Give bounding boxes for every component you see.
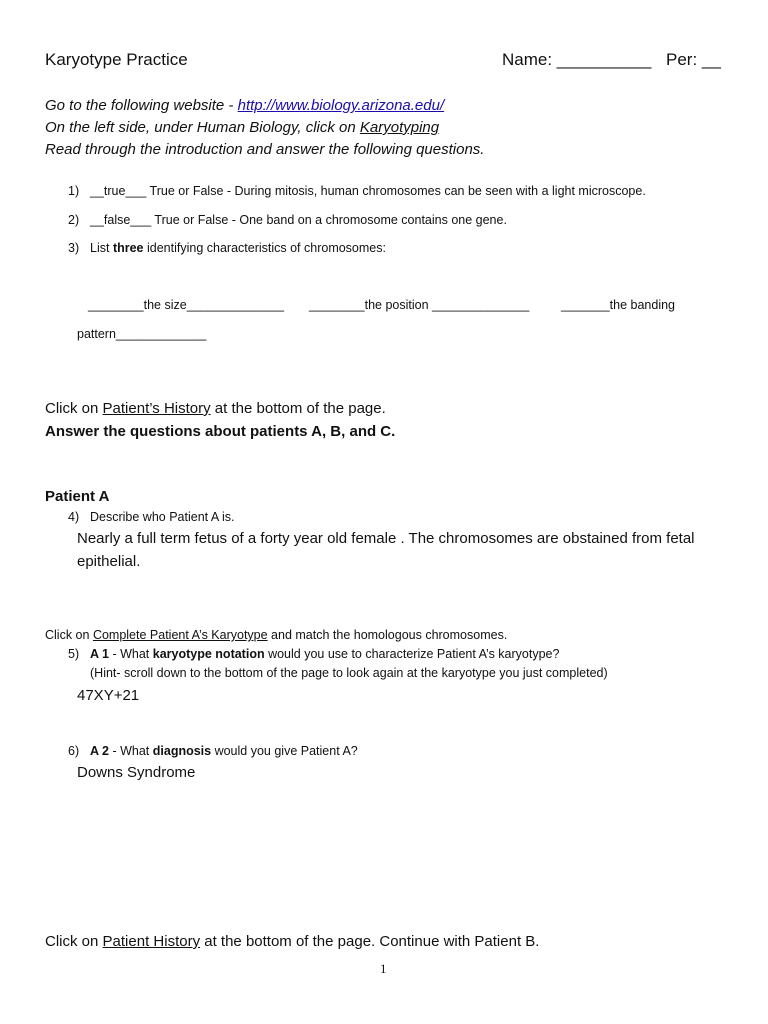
complete-karyotype-link[interactable]: Complete Patient A’s Karyotype bbox=[92, 628, 268, 642]
question-4-number: 4) bbox=[68, 510, 80, 524]
website-link[interactable]: http://www.biology.arizona.edu/ bbox=[237, 97, 445, 114]
intro-block bbox=[45, 95, 484, 161]
question-3 bbox=[68, 241, 386, 255]
question-6 bbox=[68, 744, 358, 758]
question-1 bbox=[68, 184, 646, 198]
question-4 bbox=[68, 510, 235, 524]
intro-line-1-text: Go to the following website - bbox=[45, 97, 238, 114]
page-title: Karyotype Practice bbox=[45, 50, 188, 69]
question-6-post: would you give Patient A? bbox=[211, 744, 358, 758]
karyotype-instruction-post: and match the homologous chromosomes. bbox=[267, 628, 508, 642]
question-6-number: 6) bbox=[68, 744, 80, 758]
question-5 bbox=[68, 647, 559, 661]
question-2-number: 2) bbox=[68, 213, 80, 227]
question-2-text: __false___ True or False - One band on a chromosome contains one gene. bbox=[90, 213, 507, 227]
patient-history-instruction bbox=[45, 400, 386, 417]
question-3-text-bold: three bbox=[112, 241, 144, 255]
question-5-code: A 1 bbox=[90, 647, 109, 661]
continue-post: at the bottom of the page. Continue with Patient B. bbox=[200, 933, 540, 950]
continue-pre: Click on bbox=[45, 933, 103, 950]
karyotyping-link[interactable]: Karyotyping bbox=[359, 119, 440, 136]
period-field-label: Per: __ bbox=[666, 50, 721, 69]
question-3-answer-size: ________the size______________ bbox=[88, 298, 285, 312]
page-number: 1 bbox=[380, 961, 387, 976]
question-6-bold-term: diagnosis bbox=[152, 744, 212, 758]
question-3-text-pre: List bbox=[90, 241, 113, 255]
continue-instruction bbox=[45, 933, 539, 950]
question-3-answer-banding: _______the banding bbox=[561, 298, 676, 312]
question-3-answer-position: ________the position ______________ bbox=[309, 298, 530, 312]
question-3-answer-pattern: pattern_____________ bbox=[77, 327, 207, 341]
question-5-bold-term: karyotype notation bbox=[152, 647, 265, 661]
question-2 bbox=[68, 213, 507, 227]
question-1-text: __true___ True or False - During mitosis, human chromosomes can be seen with a light microscope. bbox=[90, 184, 646, 198]
question-4-text: Describe who Patient A is. bbox=[90, 510, 235, 524]
patient-a-heading: Patient A bbox=[45, 488, 110, 505]
karyotype-instruction-pre: Click on bbox=[45, 628, 93, 642]
question-5-post: would you use to characterize Patient A’s karyotype? bbox=[264, 647, 560, 661]
karyotype-instruction bbox=[45, 628, 507, 642]
question-5-number: 5) bbox=[68, 647, 80, 661]
intro-line-1 bbox=[45, 95, 484, 117]
question-3-text-post: identifying characteristics of chromosomes: bbox=[143, 241, 386, 255]
question-5-mid: - What bbox=[109, 647, 153, 661]
question-4-answer: Nearly a full term fetus of a forty year old female . The chromosomes are obstained from fetal epithelial. bbox=[77, 530, 695, 570]
answer-patients-instruction: Answer the questions about patients A, B, and C. bbox=[45, 423, 396, 440]
intro-line-3: Read through the introduction and answer the following questions. bbox=[45, 141, 485, 158]
name-field-label: Name: __________ bbox=[502, 50, 652, 69]
question-5-hint: (Hint- scroll down to the bottom of the page to look again at the karyotype you just completed) bbox=[90, 666, 608, 680]
question-6-mid: - What bbox=[109, 744, 153, 758]
question-1-number: 1) bbox=[68, 184, 80, 198]
patients-history-link[interactable]: Patient’s History bbox=[102, 400, 211, 417]
patient-history-post: at the bottom of the page. bbox=[210, 400, 386, 417]
patient-history-link[interactable]: Patient History bbox=[102, 933, 201, 950]
intro-line-2-text: On the left side, under Human Biology, click on bbox=[45, 119, 360, 136]
question-5-answer: 47XY+21 bbox=[77, 687, 140, 704]
patient-history-pre: Click on bbox=[45, 400, 103, 417]
question-3-number: 3) bbox=[68, 241, 80, 255]
question-6-code: A 2 bbox=[90, 744, 109, 758]
intro-line-2 bbox=[45, 117, 484, 139]
question-6-answer: Downs Syndrome bbox=[77, 764, 196, 781]
